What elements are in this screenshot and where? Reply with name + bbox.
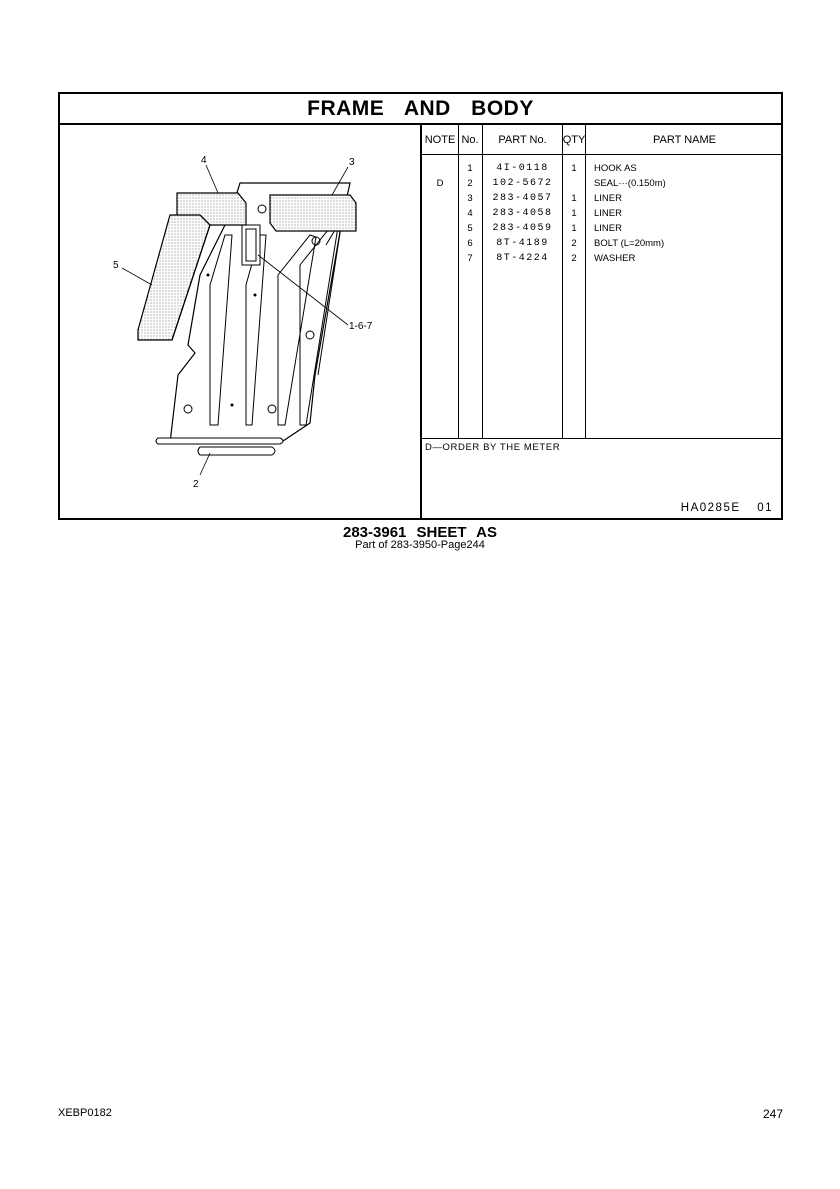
row-qty: 1 [571,193,577,204]
callout-1-6-7: 1-6-7 [349,321,373,332]
row-part-name: LINER [594,193,622,204]
table-row [422,161,783,176]
table-row [422,221,783,236]
row-part-name: LINER [594,223,622,234]
table-row [422,251,783,266]
callout-3: 3 [349,157,355,168]
row-qty: 1 [571,163,577,174]
row-part-name: LINER [594,208,622,219]
table-row [422,206,783,221]
row-no: 3 [467,193,473,204]
row-part-name: HOOK AS [594,163,637,174]
row-part-no: 283-4058 [492,208,553,219]
row-part-no: 4I-0118 [496,163,549,174]
row-qty: 2 [571,238,577,249]
row-no: 7 [467,253,473,264]
section-title: FRAME AND BODY [60,94,781,125]
row-no: 4 [467,208,473,219]
table-header [422,125,783,155]
col-part-no: PART No. [498,134,547,146]
row-part-no: 8T-4189 [496,238,549,249]
row-part-no: 102-5672 [492,178,553,189]
callout-4: 4 [201,155,207,166]
row-no: 6 [467,238,473,249]
col-qty: QTY [562,134,586,146]
caption-main: 283-3961 SHEET AS [342,524,498,541]
row-part-no: 283-4059 [492,223,553,234]
table-row [422,176,783,191]
sheet-assembly-illustration [60,125,420,520]
exploded-view-drawing [60,125,422,520]
parts-list-table [422,125,783,520]
row-part-name: BOLT (L=20mm) [594,238,665,249]
table-row [422,236,783,251]
table-row [422,191,783,206]
col-part-name: PART NAME [653,134,716,146]
row-part-no: 283-4057 [492,193,553,204]
caption-sub: Part of 283-3950-Page244 [355,539,485,551]
col-note: NOTE [424,134,456,146]
row-qty: 1 [571,223,577,234]
row-no: 5 [467,223,473,234]
col-no: No. [461,134,479,146]
row-qty: 2 [571,253,577,264]
row-part-name: SEAL···(0.150m) [594,178,666,189]
row-part-no: 8T-4224 [496,253,549,264]
footnote: D—ORDER BY THE METER [425,442,561,453]
row-no: 1 [467,163,473,174]
row-qty: 1 [571,208,577,219]
row-no: 2 [467,178,473,189]
table-footer [422,438,783,520]
document-id: XEBP0182 [58,1107,112,1119]
parts-frame [58,92,783,520]
callout-2: 2 [193,479,199,490]
callout-5: 5 [113,260,119,271]
figure-code: HA0285E 01 [680,502,773,514]
row-note: D [436,178,444,189]
page-number: 247 [762,1107,783,1121]
row-part-name: WASHER [594,253,636,264]
